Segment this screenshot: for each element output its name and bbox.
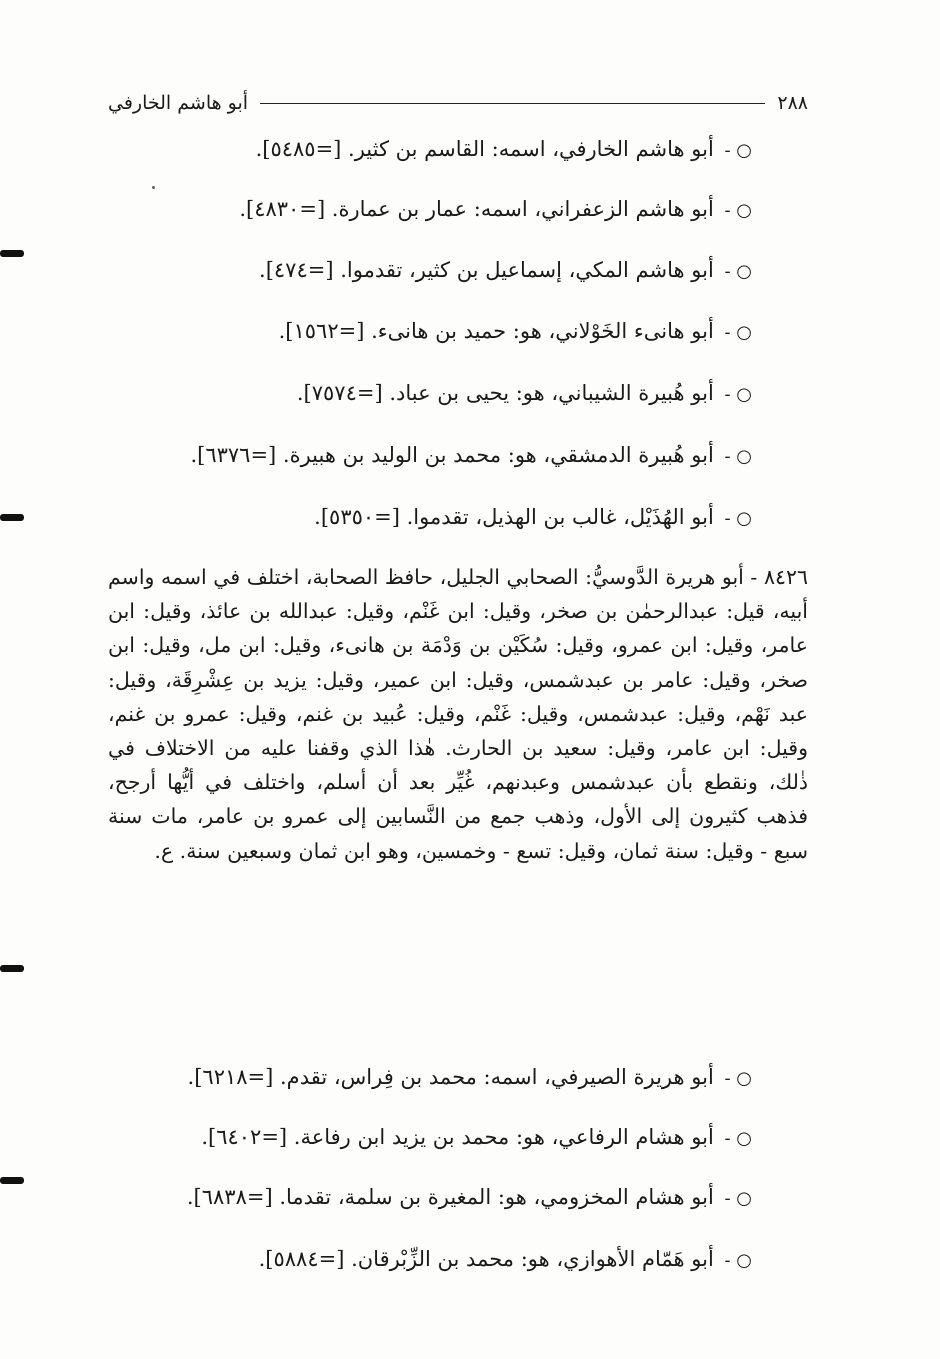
cross-reference-entry <box>188 1062 752 1094</box>
scan-edge-mark <box>0 250 24 257</box>
entry-text: أبو هَمّام الأهوازي، هو: محمد بن الزِّبْرقان. [=٥٨٨٤]. <box>258 1247 714 1271</box>
entry-text: أبو هاشم المكي، إسماعيل بن كثير، تقدموا. [=٤٧٤]. <box>259 258 714 282</box>
cross-reference-entry <box>190 440 752 472</box>
entry-text: أبو هُبيرة الدمشقي، هو: محمد بن الوليد بن هبيرة. [=٦٣٧٦]. <box>190 443 714 467</box>
cross-reference-entry <box>279 316 752 348</box>
cross-reference-entry <box>201 1122 752 1154</box>
entry-circle-icon: ○ - <box>724 1250 752 1271</box>
scan-edge-mark <box>0 965 24 972</box>
cross-reference-entry <box>314 502 752 534</box>
cross-reference-entry <box>259 255 752 287</box>
header-rule <box>260 103 765 104</box>
entry-circle-icon: ○ - <box>724 1188 752 1209</box>
entry-text: أبو هشام المخزومي، هو: المغيرة بن سلمة، تقدما. [=٦٨٣٨]. <box>186 1185 714 1209</box>
entry-text: أبو هاشم الزعفراني، اسمه: عمار بن عمارة. [=٤٨٣٠]. <box>239 197 714 221</box>
entry-circle-icon: ○ - <box>724 261 752 282</box>
entry-text: أبو الهُذَيْل، غالب بن الهذيل، تقدموا. [=٥٣٥٠]. <box>314 505 714 529</box>
entry-circle-icon: ○ - <box>724 1128 752 1149</box>
scan-edge-mark <box>0 514 24 521</box>
biography-text: أبو هريرة الدَّوسيُّ: الصحابي الجليل، حافظ الصحابة، اختلف في اسمه واسم أبيه، قيل: عبدالرحمٰن بن صخر، وقيل: ابن غَنْم، وقيل: عبدالله بن عائذ، وقيل: ابن عامر، وقيل: ابن عمرو، وقيل: سُكَيْن بن وَدْمَة بن هانىء، وقيل: ابن مل، وقيل: ابن صخر، وقيل: عامر بن عبدشمس، وقيل: ابن عمير، وقيل: يزيد بن عِشْرِقَة، وقيل: عبد نَهْم، وقيل: عبدشمس، وقيل: غَنْم، وقيل: عُبيد بن غنم، وقيل: عمرو بن غنم، وقيل: ابن عامر، وقيل: سعيد بن الحارث. هٰذا الذي وقفنا عليه من الاختلاف في ذٰلك، ونقطع بأن عبدشمس وعبدنهم، غُيِّر بعد أن أسلم، واختلف في أيُّها أرجح، فذهب كثيرون إلى الأول، وذهب جمع من النَّسابين إلى عمرو بن عامر، مات سنة سبع - وقيل: سنة ثمان، وقيل: تسع - وخمسين، وهو ابن ثمان وسبعين سنة. ع. <box>108 565 808 863</box>
entry-circle-icon: ○ - <box>724 322 752 343</box>
entry-circle-icon: ○ - <box>724 200 752 221</box>
cross-reference-entry <box>297 378 752 410</box>
scan-speck <box>152 186 155 189</box>
entry-text: أبو هريرة الصيرفي، اسمه: محمد بن فِراس، تقدم. [=٦٢١٨]. <box>187 1065 714 1089</box>
entry-text: أبو هُبيرة الشيباني، هو: يحيى بن عباد. [=٧٥٧٤]. <box>296 381 714 405</box>
page-header <box>108 88 808 118</box>
cross-reference-entry <box>239 194 752 226</box>
entry-text: أبو هشام الرفاعي، هو: محمد بن يزيد ابن رفاعة. [=٦٤٠٢]. <box>201 1125 714 1149</box>
entry-text: أبو هاشم الخارفي، اسمه: القاسم بن كثير. [=٥٤٨٥]. <box>255 137 714 161</box>
entry-number: ٨٤٢٦ <box>763 565 808 589</box>
page-number: ٢٨٨ <box>777 92 808 114</box>
entry-circle-icon: ○ - <box>724 140 752 161</box>
entry-circle-icon: ○ - <box>724 384 752 405</box>
cross-reference-entry <box>259 1244 752 1276</box>
cross-reference-entry <box>256 134 752 166</box>
cross-reference-entry <box>187 1182 752 1214</box>
entry-circle-icon: ○ - <box>724 508 752 529</box>
running-title: أبو هاشم الخارفي <box>108 92 249 114</box>
entry-circle-icon: ○ - <box>724 446 752 467</box>
entry-text: أبو هانىء الخَوْلاني، هو: حميد بن هانىء. [=١٥٦٢]. <box>278 319 714 343</box>
biography-entry: ٨٤٢٦ - أبو هريرة الدَّوسيُّ: الصحابي الجليل، حافظ الصحابة، اختلف في اسمه واسم أبيه، قيل: عبدالرحمٰن بن صخر، وقيل: ابن غَنْم، وقيل: عبدالله بن عائذ، وقيل: ابن عامر، وقيل: ابن عمرو، وقيل: سُكَيْن بن وَدْمَة بن هانىء، وقيل: ابن مل، وقيل: ابن صخر، وقيل: عامر بن عبدشمس، وقيل: ابن عمير، وقيل: يزيد بن عِشْرِقَة، وقيل: عبد نَهْم، وقيل: عبدشمس، وقيل: غَنْم، وقيل: عُبيد بن غنم، وقيل: عمرو بن غنم، وقيل: ابن عامر، وقيل: سعيد بن الحارث. هٰذا الذي وقفنا عليه من الاختلاف في ذٰلك، ونقطع بأن عبدشمس وعبدنهم، غُيِّر بعد أن أسلم، واختلف في أيُّها أرجح، فذهب كثيرون إلى الأول، وذهب جمع من النَّسابين إلى عمرو بن عامر، مات سنة سبع - وقيل: سنة ثمان، وقيل: تسع - وخمسين، وهو ابن ثمان وسبعين سنة. ع. <box>108 565 808 863</box>
entry-circle-icon: ○ - <box>724 1068 752 1089</box>
scan-edge-mark <box>0 1177 24 1184</box>
